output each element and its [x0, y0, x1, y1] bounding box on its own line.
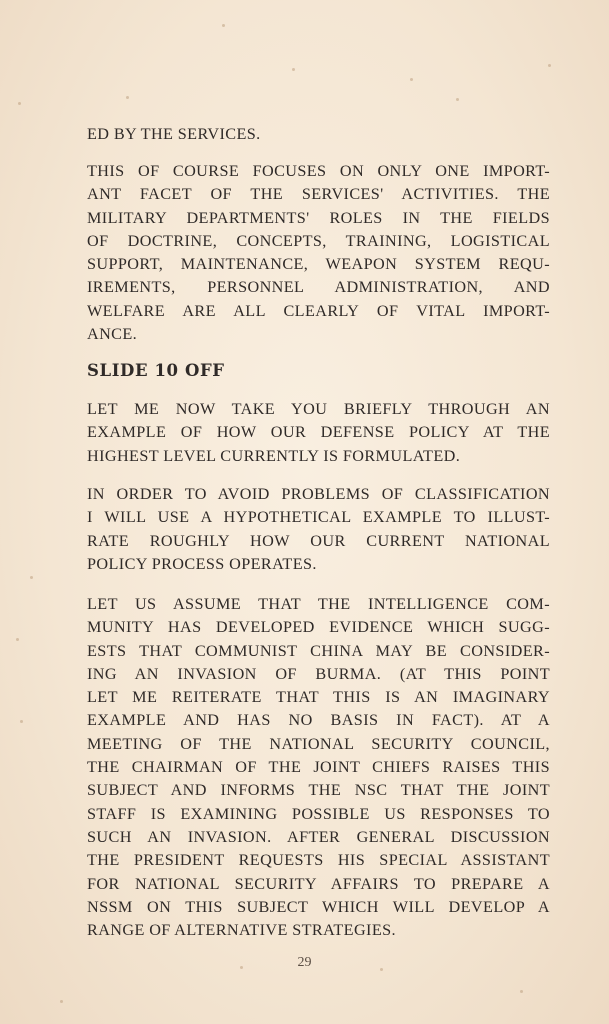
paper-speck	[548, 64, 551, 67]
paragraph-classification	[87, 483, 550, 576]
text-line: MEETING OF THE NATIONAL SECURITY COUNCIL,	[87, 734, 550, 753]
text-line: LET ME REITERATE THAT THIS IS AN IMAGINARY	[87, 688, 550, 707]
text-line: POLICY PROCESS OPERATES.	[87, 554, 317, 573]
text-line: LET ME NOW TAKE YOU BRIEFLY THROUGH AN	[87, 400, 550, 418]
text-line: ING AN INVASION OF BURMA. (AT THIS POINT	[87, 664, 550, 683]
text-line: ED BY THE SERVICES.	[87, 125, 261, 143]
text-line: ANCE.	[87, 325, 138, 344]
paper-speck	[30, 576, 33, 579]
text-line: ESTS THAT COMMUNIST CHINA MAY BE CONSIDER-	[87, 641, 550, 660]
page-number: 29	[297, 955, 312, 970]
paper-speck	[520, 990, 523, 993]
paper-speck	[126, 96, 129, 99]
paper-speck	[456, 98, 459, 101]
text-line: NSSM ON THIS SUBJECT WHICH WILL DEVELOP A	[87, 897, 550, 916]
text-line: IN ORDER TO AVOID PROBLEMS OF CLASSIFICATION	[87, 485, 550, 503]
text-line: ANT FACET OF THE SERVICES' ACTIVITIES. THE	[87, 185, 550, 204]
text-line: FOR NATIONAL SECURITY AFFAIRS TO PREPARE A	[87, 874, 550, 893]
text-line: OF DOCTRINE, CONCEPTS, TRAINING, LOGISTICAL	[87, 231, 550, 250]
text-line: SUBJECT AND INFORMS THE NSC THAT THE JOINT	[87, 781, 550, 800]
text-line: MILITARY DEPARTMENTS' ROLES IN THE FIELDS	[87, 208, 550, 227]
text-line: RANGE OF ALTERNATIVE STRATEGIES.	[87, 921, 396, 940]
paper-speck	[410, 78, 413, 81]
text-line: THE CHAIRMAN OF THE JOINT CHIEFS RAISES THIS	[87, 758, 550, 777]
paragraph-defense-policy	[87, 398, 550, 468]
paper-speck	[222, 24, 225, 27]
text-line: LET US ASSUME THAT THE INTELLIGENCE COM-	[87, 595, 550, 613]
text-line: THIS OF COURSE FOCUSES ON ONLY ONE IMPORT-	[87, 162, 550, 180]
text-line: SUCH AN INVASION. AFTER GENERAL DISCUSSION	[87, 827, 550, 846]
text-line: WELFARE ARE ALL CLEARLY OF VITAL IMPORT-	[87, 301, 550, 320]
text-line: EXAMPLE AND HAS NO BASIS IN FACT). AT A	[87, 711, 550, 730]
text-line: SUPPORT, MAINTENANCE, WEAPON SYSTEM REQU-	[87, 255, 550, 274]
text-line: STAFF IS EXAMINING POSSIBLE US RESPONSES TO	[87, 804, 550, 823]
text-line: THE PRESIDENT REQUESTS HIS SPECIAL ASSISTANT	[87, 851, 550, 870]
paper-speck	[292, 68, 295, 71]
paragraph-hypothetical-example	[87, 593, 550, 942]
paper-speck	[16, 638, 19, 641]
slide-heading: SLIDE 10 OFF	[87, 361, 225, 380]
text-line: HIGHEST LEVEL CURRENTLY IS FORMULATED.	[87, 446, 461, 465]
text-line: MUNITY HAS DEVELOPED EVIDENCE WHICH SUGG-	[87, 618, 550, 637]
paragraph-intro-fragment	[87, 123, 550, 146]
paper-speck	[60, 1000, 63, 1003]
paper-speck	[18, 102, 21, 105]
paragraph-services-facets	[87, 160, 550, 346]
text-line: EXAMPLE OF HOW OUR DEFENSE POLICY AT THE	[87, 423, 550, 442]
text-line: I WILL USE A HYPOTHETICAL EXAMPLE TO ILLUST-	[87, 508, 550, 527]
paper-speck	[20, 720, 23, 723]
text-line: IREMENTS, PERSONNEL ADMINISTRATION, AND	[87, 278, 550, 297]
text-line: RATE ROUGHLY HOW OUR CURRENT NATIONAL	[87, 531, 550, 550]
